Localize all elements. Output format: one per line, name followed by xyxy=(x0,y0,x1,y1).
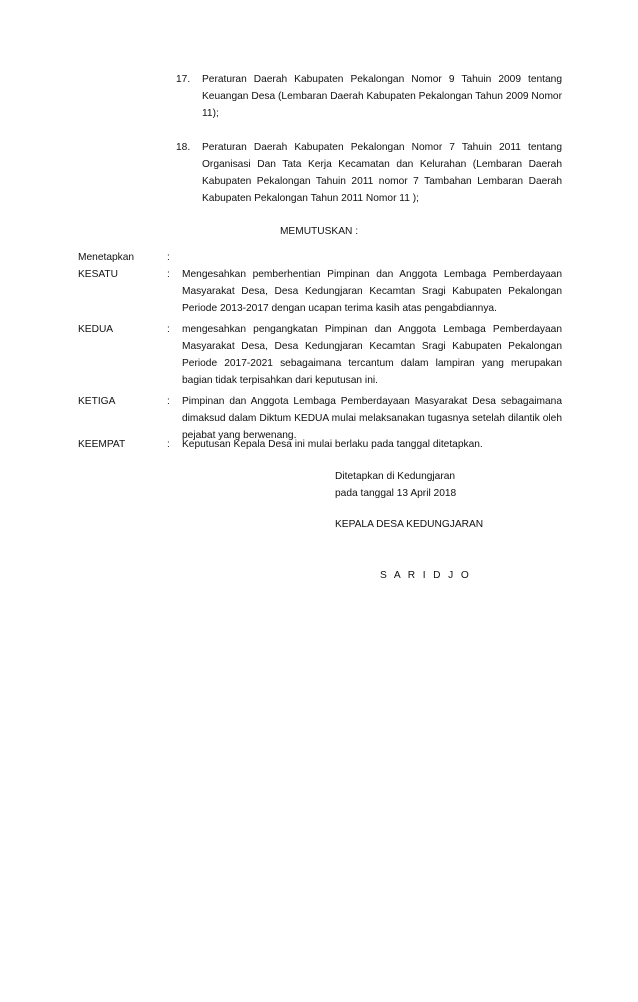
decision-colon: : xyxy=(167,439,170,450)
decision-label: KETIGA xyxy=(78,396,116,407)
decision-text: mengesahkan pengangkatan Pimpinan dan Anggota Lembaga Pemberdayaan Masyarakat Desa, Desa Kedungjaran Kecamtan Sragi Kabupaten Pekalongan Periode 2017-2021 sebagaimana tercantum dalam lampiran yang merupakan bagian tidak terpisahkan dari keputusan ini. xyxy=(182,324,562,386)
signature-date: pada tanggal 13 April 2018 xyxy=(335,488,457,499)
decision-text: Mengesahkan pemberhentian Pimpinan dan Anggota Lembaga Pemberdayaan Masyarakat Desa, Desa Kedungjaran Kecamtan Sragi Kabupaten Pekalongan Periode 2013-2017 dengan ucapan terima kasih atas pengabdiannya. xyxy=(182,269,562,314)
decision-row-keempat xyxy=(78,436,562,453)
decision-colon: : xyxy=(167,324,170,335)
decision-colon: : xyxy=(167,269,170,280)
consideration-item-17 xyxy=(176,71,562,122)
decision-colon: : xyxy=(167,252,170,263)
decision-text: Keputusan Kepala Desa ini mulai berlaku pada tanggal ditetapkan. xyxy=(182,439,483,450)
decision-label: KESATU xyxy=(78,269,119,280)
decision-colon: : xyxy=(167,396,170,407)
decision-row-kedua xyxy=(78,321,562,389)
signature-place: Ditetapkan di Kedungjaran xyxy=(335,471,456,482)
consideration-number: 18. xyxy=(176,142,191,153)
consideration-text: Peraturan Daerah Kabupaten Pekalongan Nomor 7 Tahuin 2011 tentang Organisasi Dan Tata Kerja Kecamatan dan Kelurahan (Lembaran Daerah Kabupaten Pekalongan Tahuin 2011 nomor 7 Tambahan Lembaran Daerah Kabupaten Pekalongan Tahun 2011 Nomor 11 ); xyxy=(202,142,562,204)
consideration-text: Peraturan Daerah Kabupaten Pekalongan Nomor 9 Tahuin 2009 tentang Keuangan Desa (Lembaran Daerah Kabupaten Pekalongan Tahun 2009 Nomor 11); xyxy=(202,74,562,119)
decision-heading-block xyxy=(0,223,638,240)
decision-label: Menetapkan xyxy=(78,252,135,263)
signatory-name: S A R I D J O xyxy=(380,570,472,581)
decision-row-kesatu xyxy=(78,266,562,317)
decision-heading: MEMUTUSKAN : xyxy=(279,226,359,237)
signature-title: KEPALA DESA KEDUNGJARAN xyxy=(335,519,484,530)
decision-label: KEDUA xyxy=(78,324,114,335)
decision-label: KEEMPAT xyxy=(78,439,126,450)
consideration-item-18 xyxy=(176,139,562,207)
consideration-number: 17. xyxy=(176,74,191,85)
decision-text: Pimpinan dan Anggota Lembaga Pemberdayaan Masyarakat Desa sebagaimana dimaksud dalam Diktum KEDUA mulai melaksanakan tugasnya setelah dilantik oleh pejabat yang berwenang. xyxy=(182,396,562,441)
